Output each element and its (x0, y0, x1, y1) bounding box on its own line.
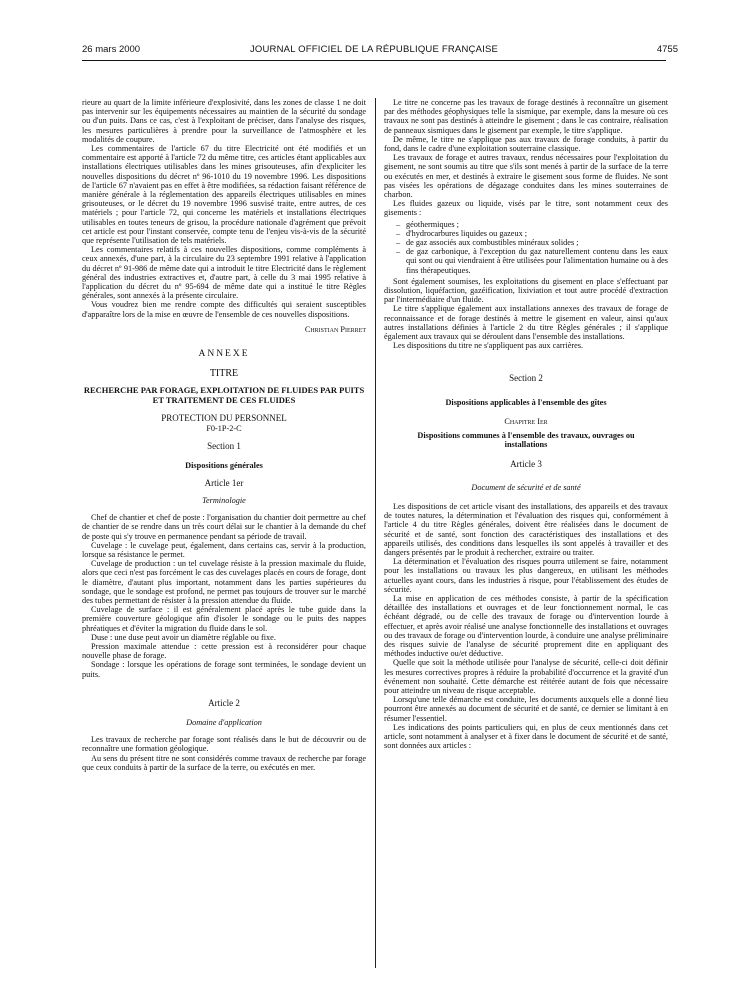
paragraph: Sont également soumises, les exploitations du gisement en place s'effectuant par dissolution, liquéfaction, gazéification, lixiviation et tout autre procédé d'extraction par l'intermédiaire d'un fluide. (384, 276, 668, 305)
header-journal-title: JOURNAL OFFICIEL DE LA RÉPUBLIQUE FRANÇAISE (249, 44, 499, 55)
paragraph: Quelle que soit la méthode utilisée pour l'analyse de sécurité, celle-ci doit définir les mesures correctives propres à réduire la probabilité d'occurrence et la gravité d'un événement non souhaité. Cette démarche est réitérée autant de fois que nécessaire pour atteindre un niveau de risque acceptable. (384, 658, 668, 695)
paragraph: De même, le titre ne s'applique pas aux travaux de forage conduits, à partir du fond, dans le cadre d'une exploitation souterraine classique. (384, 134, 668, 154)
signature: Christian Pierret (304, 324, 366, 334)
document-securite-heading: Document de sécurité et de santé (471, 482, 581, 492)
list-item: – d'hydrocarbures liquides ou gazeux ; (396, 229, 668, 238)
paragraph: Les indications des points particuliers qui, en plus de ceux mentionnés dans cet article, sont notamment à analyser et à fixer dans le document de sécurité et de santé, sont données aux articles : (384, 722, 668, 751)
header-page-number: 4755 (656, 44, 678, 55)
paragraph: rieure au quart de la limite inférieure d'explosivité, dans les zones de classe 1 ne doit pas intervenir sur les équipements nécessaires au maintien de la sécurité du sondage ou d'un puits. Dans ce cas, c'est à l'exploitant de préciser, dans l'analyse des risques, les mesures particulières à prendre pour la surveillance de l'atmosphère et les modalités de coupure. (82, 98, 366, 144)
dispositions-gites-heading: Dispositions applicables à l'ensemble des gîtes (445, 397, 607, 407)
paragraph: Vous voudrez bien me rendre compte des difficultés qui seraient susceptibles d'apparaître lors de la mise en œuvre de l'ensemble de ces nouvelles dispositions. (82, 300, 366, 319)
paragraph: Au sens du présent titre ne sont considérés comme travaux de recherche par forage que ceux conduits à partir de la surface de la terre, ou exécutés en mer. (82, 753, 366, 772)
header-rule (82, 60, 666, 61)
domaine-application-heading: Domaine d'application (186, 717, 262, 727)
section-2-heading: Section 2 (509, 373, 543, 384)
left-column (82, 98, 366, 772)
titre-heading: TITRE (209, 368, 239, 380)
paragraph: Chef de chantier et chef de poste : l'organisation du chantier doit permettre au chef de chantier de se rendre dans un très court délai sur le chantier à la demande du chef de poste qui s'y trouve en permanence pendant sa période de travail. (82, 513, 366, 541)
paragraph: Les dispositions du titre ne s'appliquent pas aux carrières. (393, 341, 584, 351)
paragraph: La détermination et l'évaluation des risques pourra utilement se faire, notamment pour les installations ou travaux les plus dangereux, en utilisant les méthodes actuelles ayant cours, dans les industries à risque, pour l'établissement des études de sécurité. (384, 557, 668, 594)
paragraph: Le titre ne concerne pas les travaux de forage destinés à reconnaître un gisement par des méthodes géophysiques telle la sismique, par exemple, dans la mesure où ces travaux ne sont pas destinés à atteindre le gisement ; dans le cas contraire, réalisation de panneaux sismiques dans le gisement par exemple, le titre s'applique. (384, 98, 668, 135)
paragraph: Pression maximale attendue : cette pression est à reconsidérer pour chaque nouvelle phase de forage. (82, 641, 366, 661)
gisements-list (396, 220, 668, 275)
paragraph: Les fluides gazeux ou liquide, visés par le titre, sont notamment ceux des gisements : (384, 199, 668, 218)
dispositions-communes-heading: Dispositions communes à l'ensemble des travaux, ouvrages ou installations (417, 431, 635, 450)
list-item: – de gaz carbonique, à l'exception du gaz naturellement contenu dans les eaux qui sont ou qui viendraient à être utilisées pour l'alimentation humaine ou à des fins thérapeutiques. (396, 247, 668, 275)
paragraph: Les commentaires de l'article 67 du titre Electricité ont été modifiés et un commentaire est apporté à l'article 72 du même titre, ces articles étant applicables aux installations électriques utilisables dans les mines grisouteuses, afin d'expliciter les nouvelles dispositions du décret nº 96-1010 du 19 novembre 1996. Les dispositions de l'article 67 n'avaient pas en effet à être modifiées, sa rédaction faisant référence de manière générale à la réglementation des appareils électriques utilisables en mines grisouteuses, or le décret du 19 novembre 1996 susvisé traite, entre autres, de ces matériels ; pour l'article 72, qui concerne les matériels et installations électriques utilisables en toutes teneurs de grisou, la procédure nationale d'agrément que prévoit cet article est pour l'instant conservée, compte tenu de l'enjeu vis-à-vis de la sécurité que représente l'utilisation de tels matériels. (82, 144, 366, 246)
document-code: F0-1P-2-C (206, 424, 242, 434)
annexe-heading: ANNEXE (198, 349, 250, 360)
article-3-heading: Article 3 (510, 458, 542, 469)
paragraph: Sondage : lorsque les opérations de forage sont terminées, le sondage devient un puits. (82, 660, 366, 679)
paragraph: Les travaux de recherche par forage sont réalisés dans le but de découvrir ou de reconnaître une formation géologique. (82, 735, 366, 754)
paragraph: Cuvelage de surface : il est généralement placé après le tube guide dans la première couverture géologique afin d'isoler le sondage ou le puits des nappes phréatiques et d'éviter la migration du fluide dans le sol. (82, 605, 366, 633)
paragraph: Le titre s'applique également aux installations annexes des travaux de forage de reconnaissance et de forage destinés à mettre le gisement en valeur, ainsi qu'aux autres installations définies à l'article 2 du titre Règles générales ; il s'applique également aux travaux qui se déroulent dans l'ensemble des installations. (384, 304, 668, 342)
dispositions-generales-heading: Dispositions générales (185, 460, 263, 470)
paragraph: Lorsqu'une telle démarche est conduite, les documents auxquels elle a donné lieu pourront être annexés au document de sécurité et de santé, ce dernier se limitant à en résumer l'essentiel. (384, 695, 668, 723)
paragraph: Duse : une duse peut avoir un diamètre réglable ou fixe. (91, 632, 276, 642)
list-item: – de gaz associés aux combustibles minéraux solides ; (396, 238, 668, 247)
paragraph: Les travaux de forage et autres travaux, rendus nécessaires pour l'exploitation du gisement, ne sont soumis au titre que s'ils sont menés à partir de la surface de la terre ou exécutés en mer, et destinés à extraire le gisement sous forme de fluides. Ne sont pas visées les opérations de dégazage conduites dans les mines souterraines de charbon. (384, 153, 668, 200)
paragraph: Les commentaires relatifs à ces nouvelles dispositions, comme compléments à ceux annexés, d'une part, à la circulaire du 23 septembre 1991 relative à l'application du décret nº 91-986 de même date qui a introduit le titre Electricité dans le règlement général des industries extractives et, d'autre part, à celle du 3 mai 1995 relative à l'application du décret du nº 95-694 de même date qui a institué le titre Règles générales, sont annexés à la présente circulaire. (82, 245, 366, 301)
header-date: 26 mars 2000 (82, 44, 141, 55)
paragraph: Cuvelage : le cuvelage peut, également, dans certains cas, servir à la production, lorsque sa résistance le permet. (82, 540, 366, 559)
terminologie-heading: Terminologie (202, 495, 246, 505)
page-header (42, 44, 706, 58)
list-item: – géothermiques ; (396, 220, 668, 229)
section-1-heading: Section 1 (207, 441, 241, 452)
article-2-heading: Article 2 (208, 697, 240, 708)
column-divider (375, 98, 376, 968)
paragraph: La mise en application de ces méthodes consiste, à partir de la spécification détaillée des installations et ouvrages et de leur fonctionnement normal, le cas échéant dégradé, ou de celle des travaux de forage ou d'intervention lourde à effectuer, et après avoir réalisé une analyse fonctionnelle des installations et ouvrages ou des travaux de forage ou d'intervention lourde, à conduire une analyse préliminaire des risques suivie de l'analyse de sécurité proprement dite en appliquant des méthodes inductive ou/et déductive. (384, 593, 668, 659)
paragraph: Cuvelage de production : un tel cuvelage résiste à la pression maximale du fluide, alors que ceci n'est pas forcément le cas des cuvelages placés en cours de forage, dont le diamètre, d'autant plus important, notamment dans les parties supérieures du sondage, que le sondage est profond, ne permet pas toujours de trouver sur le marché des tubes permettant de résister à la pression attendue du fluide. (82, 559, 366, 605)
protection-heading: PROTECTION DU PERSONNEL (161, 412, 287, 423)
paragraph: Les dispositions de cet article visant des installations, des appareils et des travaux de toutes natures, la détermination et l'évaluation des risques qui, conformément à l'article 4 du titre Règles générales, doivent être réalisées dans le document de sécurité et de santé, sont fonction des caractéristiques des installations et des appareils utilisés, des conditions dans lesquelles ils sont appelés à travailler et des dangers présentés par le produit à rechercher, extraire ou traiter. (384, 501, 668, 557)
chapitre-1-heading: Chapitre Ier (504, 416, 548, 426)
article-1-heading: Article 1er (204, 477, 244, 488)
right-column (384, 98, 668, 750)
titre-full: RECHERCHE PAR FORAGE, EXPLOITATION DE FLUIDES PAR PUITS ET TRAITEMENT DE CES FLUIDES (83, 385, 365, 405)
